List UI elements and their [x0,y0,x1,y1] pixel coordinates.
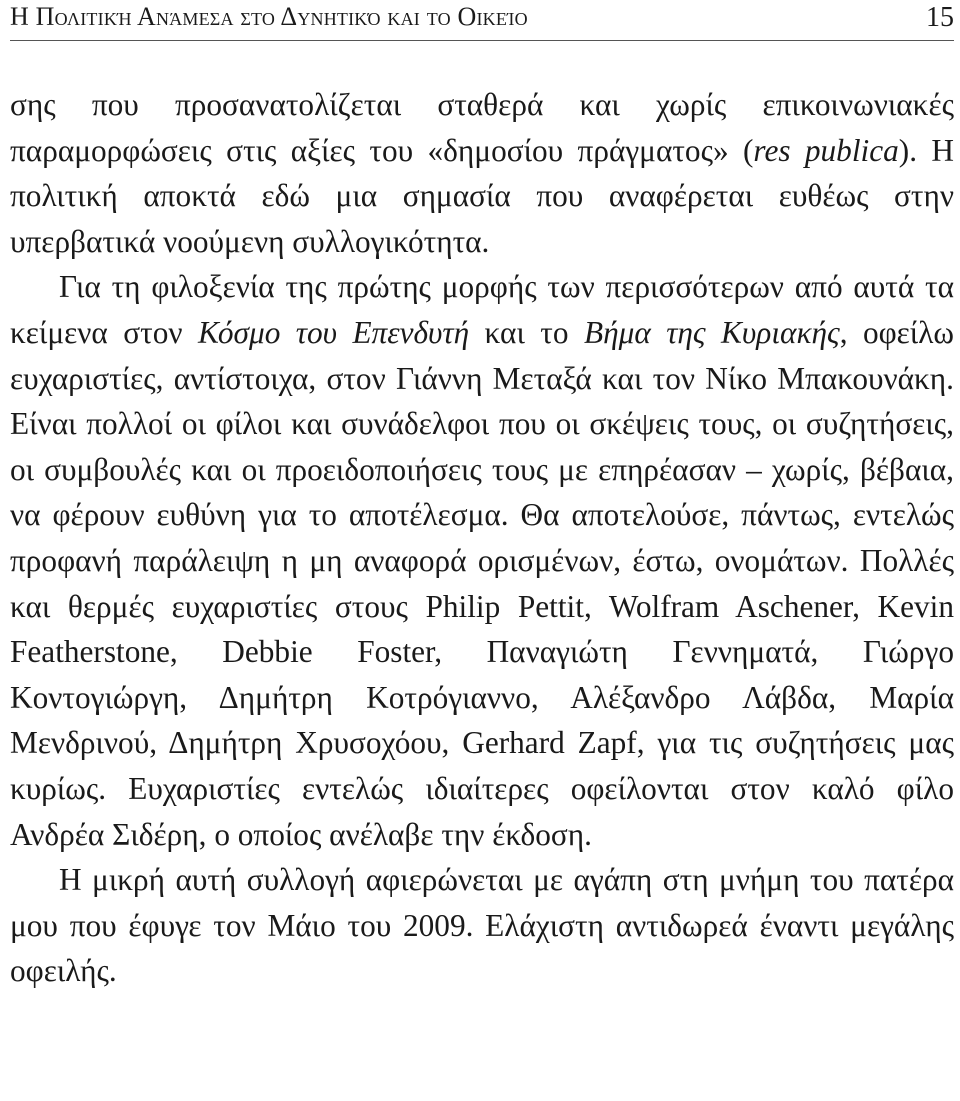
text-run: , οφείλω ευχαριστίες, αντίστοιχα, στον Γιάννη Μεταξά και τον Νίκο Μπακουνάκη. Είναι πολλοί οι φίλοι και συνάδελφοι που οι σκέψεις τους, οι συζητήσεις, οι συμβουλές και οι προειδοποιήσεις τους με επηρέασαν – χωρίς, βέβαια, να φέρουν ευθύνη για το αποτέλεσμα. Θα αποτελούσε, πάντως, εντελώς προφανή παράλειψη η μη αναφορά ορισμένων, έστω, ονομάτων. Πολλές και θερμές ευχαριστίες στους Philip Pettit, Wolfram Aschener, Kevin Featherstone, Debbie Foster, Παναγιώτη Γεννηματά, Γιώργο Κοντογιώργη, Δημήτρη Κοτρόγιαννο, Αλέξανδρο Λάβδα, Μαρία Μενδρινού, Δημήτρη Χρυσοχόου, Gerhard Zapf, για τις συζητήσεις μας κυρίως. Ευχαριστίες εντελώς ιδιαίτερες οφείλονται στον καλό φίλο Ανδρέα Σιδέρη, ο οποίος ανέλαβε την έκδοση. [10,314,954,852]
paragraph [10,857,954,994]
italic-text: Κόσμο του Επενδυτή [197,314,470,350]
text-run: σης που προσανατολίζεται σταθερά και χωρίς επικοινωνιακές παραμορφώσεις στις αξίες του «δημοσίου πράγματος» ( [10,87,954,168]
text-run: Η μικρή αυτή συλλογή αφιερώνεται με αγάπη στη μνήμη του πατέρα μου που έφυγε τον Μάιο του 2009. Ελάχιστη αντιδωρεά έναντι μεγάλης οφειλής. [10,862,954,989]
running-head [10,0,954,36]
text-run: Για τη φιλοξενία της πρώτης μορφής των περισσότερων από αυτά τα κείμενα στον [10,269,954,350]
running-title: Η Πολιτική Ανάμεσα στο Δυνητικό και το Οικείο [10,2,528,31]
text-run: ). Η πολιτική αποκτά εδώ μια σημασία που αναφέρεται ευθέως στην υπερβατικά νοούμενη συλλογικότητα. [10,132,954,259]
text-run: και το [469,314,584,350]
page-number: 15 [926,2,954,33]
paragraph [10,82,954,264]
body-text [10,82,954,994]
paragraph [10,264,954,857]
italic-text: Βήμα της Κυριακής [583,314,840,350]
italic-text: res publica [753,132,899,168]
header-rule [10,40,954,41]
